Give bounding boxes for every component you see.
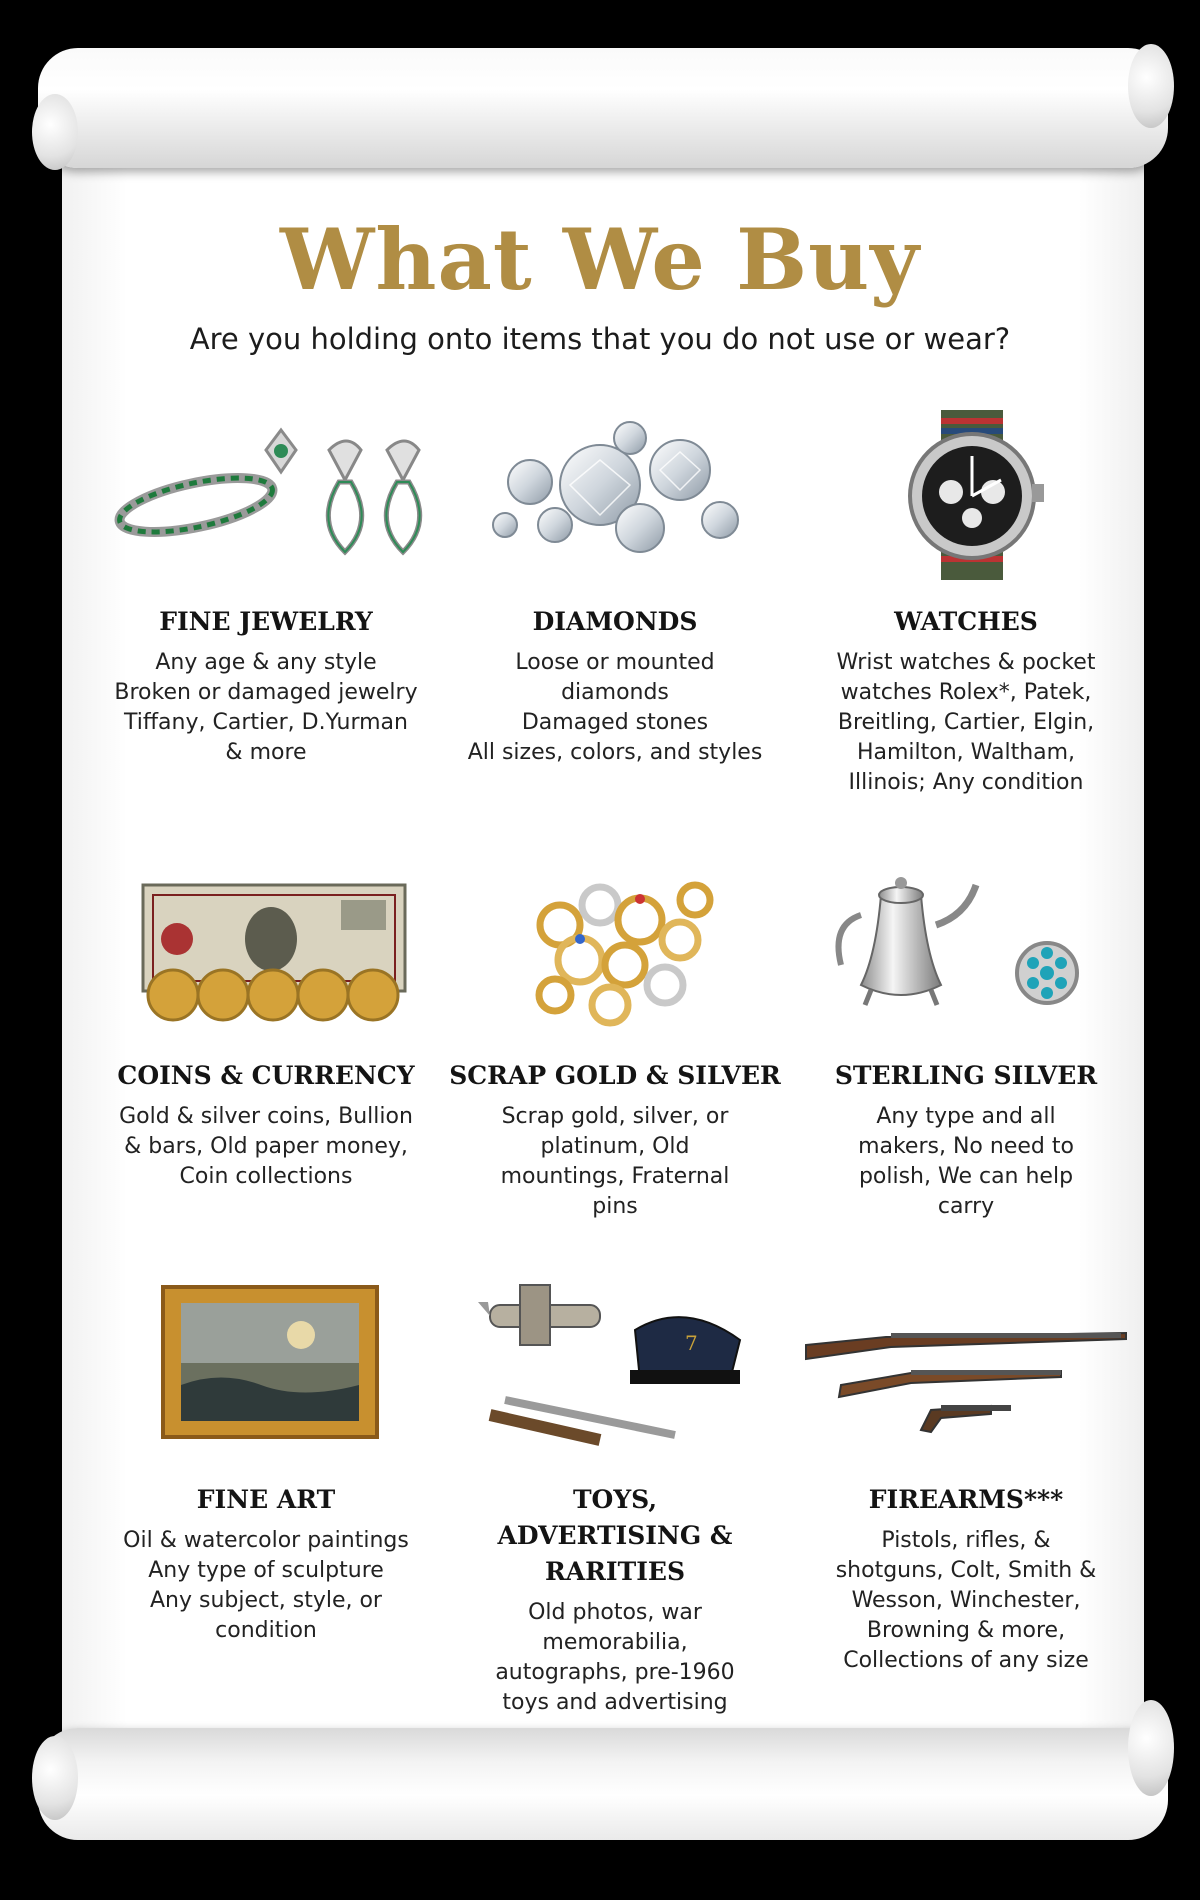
category-diamonds bbox=[445, 410, 785, 768]
category-heading: STERLING SILVER bbox=[834, 1061, 1098, 1090]
category-description: Loose or mounted diamonds Damaged stones All sizes, colors, and styles bbox=[467, 650, 763, 765]
category-description: Scrap gold, silver, or platinum, Old mountings, Fraternal pins bbox=[500, 1104, 730, 1219]
category-description: Oil & watercolor paintings Any type of sculpture Any subject, style, or condition bbox=[123, 1528, 409, 1643]
category-scrap-gold-silver bbox=[445, 855, 785, 1222]
category-heading: SCRAP GOLD & SILVER bbox=[449, 1061, 781, 1090]
scroll-bottom-roll bbox=[38, 1728, 1168, 1840]
category-heading: COINS & CURRENCY bbox=[117, 1061, 415, 1090]
scroll-top-roll bbox=[38, 48, 1168, 168]
scroll-curl-left bbox=[32, 94, 78, 170]
firearms-icon bbox=[796, 1275, 1136, 1450]
watch-icon bbox=[796, 410, 1136, 580]
category-heading: WATCHES bbox=[894, 607, 1038, 636]
category-fine-art bbox=[96, 1275, 436, 1646]
category-heading: FINE ART bbox=[196, 1485, 336, 1514]
category-description: Any type and all makers, No need to polish, We can help carry bbox=[858, 1104, 1074, 1219]
category-description: Gold & silver coins, Bullion & bars, Old paper money, Coin collections bbox=[119, 1104, 413, 1189]
category-description: Wrist watches & pocket watches Rolex*, Patek, Breitling, Cartier, Elgin, Hamilton, Waltham, Illinois; Any condition bbox=[836, 650, 1096, 795]
category-coins-currency bbox=[96, 855, 436, 1192]
page-title: What We Buy bbox=[280, 210, 920, 309]
rings-icon bbox=[445, 855, 785, 1030]
category-description: Old photos, war memorabilia, autographs, pre-1960 toys and advertising bbox=[495, 1600, 735, 1715]
category-heading: TOYS, ADVERTISING & RARITIES bbox=[497, 1485, 733, 1586]
category-description: Any age & any style Broken or damaged jewelry Tiffany, Cartier, D.Yurman & more bbox=[114, 650, 418, 765]
scroll-curl-right bbox=[1128, 44, 1174, 128]
svg-text:7: 7 bbox=[685, 1331, 698, 1355]
category-heading: DIAMONDS bbox=[532, 607, 698, 636]
category-sterling-silver bbox=[796, 855, 1136, 1222]
category-watches bbox=[796, 410, 1136, 798]
category-firearms bbox=[796, 1275, 1136, 1676]
category-heading: FIREARMS*** bbox=[868, 1485, 1064, 1514]
scroll-curl-right bbox=[1128, 1700, 1174, 1796]
category-heading: FINE JEWELRY bbox=[159, 607, 373, 636]
category-fine-jewelry bbox=[96, 410, 436, 768]
teapot-icon bbox=[796, 855, 1136, 1030]
coins-icon bbox=[96, 855, 436, 1030]
jewelry-icon bbox=[96, 410, 436, 580]
category-toys-advertising-rarities bbox=[445, 1275, 785, 1718]
painting-icon bbox=[96, 1275, 436, 1450]
toys-icon bbox=[445, 1275, 785, 1450]
page-subtitle: Are you holding onto items that you do not use or wear? bbox=[189, 322, 1011, 356]
diamond-icon bbox=[445, 410, 785, 580]
category-description: Pistols, rifles, & shotguns, Colt, Smith & Wesson, Winchester, Browning & more, Collections of any size bbox=[835, 1528, 1097, 1673]
scroll-curl-left bbox=[32, 1736, 78, 1820]
